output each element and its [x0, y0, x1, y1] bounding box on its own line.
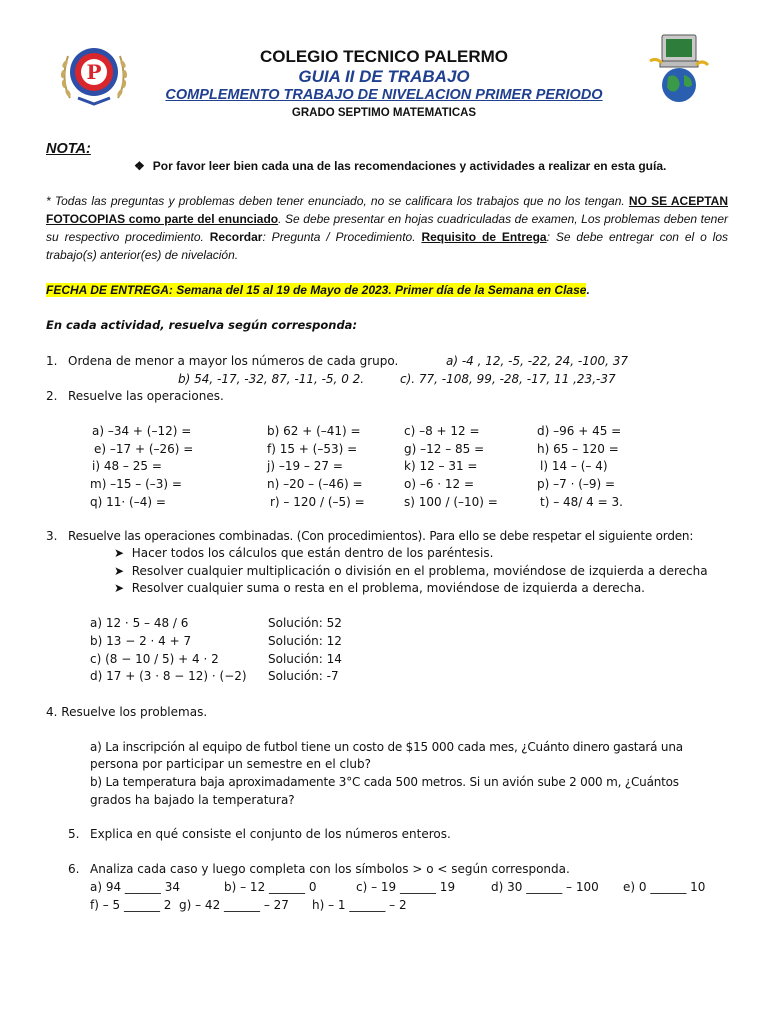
op-n: n) –20 – (–46) = [267, 477, 363, 491]
guide-subtitle: COMPLEMENTO TRABAJO DE NIVELACION PRIMER PERIODO [165, 87, 603, 103]
op-s: s) 100 / (–10) = [404, 495, 498, 509]
q3-sol-b: Solución: 12 [268, 634, 342, 648]
op-b: b) 62 + (–41) = [267, 424, 361, 438]
q6-g: g) – 42 ______ – 27 [179, 898, 289, 912]
arrow-bullet-icon: ➤ [114, 581, 125, 595]
q1-group-a: a) -4 , 12, -5, -22, 24, -100, 37 [446, 354, 629, 368]
nota-label: NOTA: [46, 141, 91, 157]
op-i: i) 48 – 25 = [92, 459, 162, 473]
q3-step-2: ➤ Resolver cualquier multiplicación o división en el problema, moviéndose de izquierda a derecha [114, 564, 708, 578]
q6-f: f) – 5 ______ 2 [90, 898, 172, 912]
q2-text: Resuelve las operaciones. [68, 389, 224, 403]
op-e: e) –17 + (–26) = [94, 442, 194, 456]
q3-sol-d: Solución: -7 [268, 669, 339, 683]
arrow-bullet-icon: ➤ [114, 564, 125, 578]
q4-title: 4. Resuelve los problemas. [46, 705, 208, 719]
q3-expr-d: d) 17 + (3 · 8 − 12) · (−2) [90, 669, 247, 683]
due-date: FECHA DE ENTREGA: Semana del 15 al 19 de Mayo de 2023. Primer día de la Semana en Clase. [46, 283, 590, 297]
op-k: k) 12 – 31 = [404, 459, 478, 473]
op-h: h) 65 – 120 = [537, 442, 619, 456]
q3-expr-b: b) 13 − 2 · 4 + 7 [90, 634, 192, 648]
arrow-bullet-icon: ➤ [114, 546, 125, 560]
grade-label: GRADO SEPTIMO MATEMATICAS [291, 107, 477, 119]
op-q: q) 11· (–4) = [90, 495, 166, 509]
op-r: r) – 120 / (–5) = [270, 495, 365, 509]
diamond-bullet-icon: ❖ [134, 159, 145, 173]
crest-letter: P [86, 60, 102, 84]
q6-d: d) 30 ______ – 100 [491, 880, 599, 894]
q1-group-b: b) 54, -17, -32, 87, -11, -5, 0 2. [178, 372, 365, 386]
q1-text: Ordena de menor a mayor los números de cada grupo. [68, 354, 399, 368]
nota-bullet [134, 159, 666, 173]
q5-number: 5. [68, 827, 80, 841]
op-l: l) 14 – (– 4) [540, 459, 608, 473]
q4-b-line2: grados ha bajado la temperatura? [90, 793, 295, 807]
op-m: m) –15 – (–3) = [90, 477, 182, 491]
activity-instruction: En cada actividad, resuelva según corresponda: [46, 318, 358, 332]
op-g: g) –12 – 85 = [404, 442, 485, 456]
nota-bullet-text: Por favor leer bien cada una de las recomendaciones y actividades a realizar en esta guía. [152, 159, 667, 173]
q3-step-3: ➤ Resolver cualquier suma o resta en el problema, moviéndose de izquierda a derecha. [114, 581, 645, 595]
op-a: a) –34 + (–12) = [92, 424, 192, 438]
op-j: j) –19 – 27 = [267, 459, 343, 473]
q6-number: 6. [68, 862, 80, 876]
q6-e: e) 0 ______ 10 [623, 880, 706, 894]
q3-sol-c: Solución: 14 [268, 652, 342, 666]
op-t: t) – 48/ 4 = 3. [540, 495, 623, 509]
q1-group-c: c). 77, -108, 99, -28, -17, 11 ,23,-37 [400, 372, 616, 386]
q3-expr-a: a) 12 · 5 – 48 / 6 [90, 616, 189, 630]
q3-expr-c: c) (8 − 10 / 5) + 4 · 2 [90, 652, 219, 666]
q4-a-line1: a) La inscripción al equipo de futbol tiene un costo de $15 000 cada mes, ¿Cuánto dinero gastará una [90, 740, 683, 754]
q6-a: a) 94 ______ 34 [90, 880, 181, 894]
q6-c: c) – 19 ______ 19 [356, 880, 456, 894]
q4-a-line2: persona por participar un semestre en el club? [90, 757, 372, 771]
q6-b: b) – 12 ______ 0 [224, 880, 317, 894]
school-name: COLEGIO TECNICO PALERMO [259, 47, 509, 66]
q3-step-1: ➤ Hacer todos los cálculos que están dentro de los paréntesis. [114, 546, 494, 560]
q4-b-line1: b) La temperatura baja aproximadamente 3°C cada 500 metros. Si un avión sube 2 000 m, ¿Cuántos [90, 775, 679, 789]
guide-title: GUIA II DE TRABAJO [298, 67, 470, 86]
q3-sol-a: Solución: 52 [268, 616, 342, 630]
q2-number: 2. [46, 389, 58, 403]
op-d: d) –96 + 45 = [537, 424, 622, 438]
op-f: f) 15 + (–53) = [267, 442, 358, 456]
due-date-highlight: FECHA DE ENTREGA: Semana del 15 al 19 de Mayo de 2023. Primer día de la Semana en Clase [46, 283, 587, 297]
q3-text: Resuelve las operaciones combinadas. (Con procedimientos). Para ello se debe respetar el siguiente orden: [68, 529, 694, 543]
op-c: c) –8 + 12 = [404, 424, 480, 438]
q6-h: h) – 1 ______ – 2 [312, 898, 407, 912]
op-p: p) –7 · (–9) = [537, 477, 616, 491]
q1-number: 1. [46, 354, 58, 368]
instructions-paragraph: * Todas las preguntas y problemas deben tener enunciado, no se calificara los trabajos que no los tengan. NO SE ACEPTAN FOTOCOPIAS como parte del enunciado. Se debe presentar en hojas cuadriculadas de examen, Los problemas deben tener su respectivo procedimiento. Recordar: Pregunta / Procedimiento. Requisito de Entrega: Se debe entregar con el o los trabajo(s) anterior(es) de nivelación. [46, 194, 729, 262]
q6-text: Analiza cada caso y luego completa con los símbolos > o < según corresponda. [90, 862, 570, 876]
q3-number: 3. [46, 529, 58, 543]
q5-text: Explica en qué consiste el conjunto de los números enteros. [90, 827, 451, 841]
op-o: o) –6 · 12 = [404, 477, 475, 491]
